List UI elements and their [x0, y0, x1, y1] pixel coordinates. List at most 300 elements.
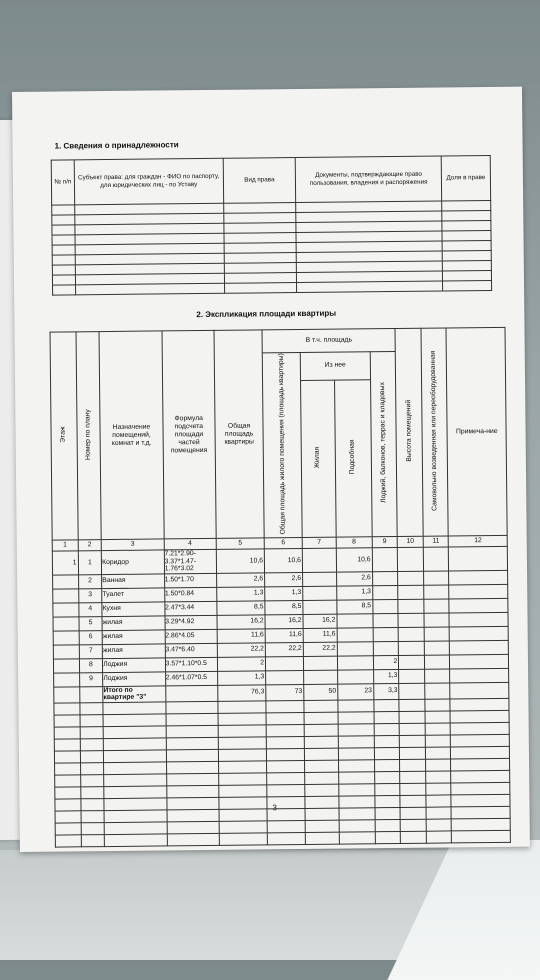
empty-cell	[451, 770, 510, 783]
empty-cell	[80, 750, 104, 762]
cell-empty	[423, 571, 449, 585]
cell-floor	[53, 575, 79, 589]
cell-living-total: 16,2	[265, 614, 303, 628]
empty-cell	[104, 798, 167, 811]
cell-empty	[423, 547, 449, 571]
empty-cell	[103, 726, 166, 739]
empty-cell	[218, 713, 266, 726]
cell-floor	[53, 645, 79, 659]
empty-cell	[167, 821, 219, 834]
cell-no: 2	[78, 574, 102, 588]
empty-cell	[374, 723, 400, 735]
cell-empty	[450, 654, 509, 669]
col-num: 12	[449, 536, 508, 548]
explication-table	[50, 327, 511, 847]
cell-aux: 2,6	[336, 571, 372, 585]
empty-cell	[400, 819, 426, 831]
empty-cell	[305, 808, 339, 820]
cell-living: 16,2	[303, 614, 337, 628]
empty-cell	[425, 699, 451, 711]
ownership-header-row	[51, 155, 490, 205]
empty-cell	[80, 726, 104, 738]
empty-cell	[218, 737, 266, 750]
cell-height	[399, 641, 425, 655]
cell-empty	[450, 626, 509, 641]
header-documents: Документы, подтверждающие право пользования, владения и распоряжения	[296, 156, 442, 203]
totals-living: 50	[304, 684, 338, 700]
empty-cell	[166, 773, 218, 786]
cell-living	[303, 656, 337, 670]
empty-cell	[166, 701, 218, 714]
empty-cell	[80, 702, 104, 714]
cell-total: 2	[217, 657, 265, 672]
cell-no: 4	[78, 602, 102, 616]
cell-no: 1	[78, 551, 102, 575]
section1-title: 1. Сведения о принадлежности	[54, 140, 179, 151]
empty-cell	[305, 772, 339, 784]
empty-cell	[54, 751, 80, 763]
col-num: 4	[164, 539, 216, 551]
cell-height	[398, 613, 424, 627]
totals-total: 76,3	[218, 685, 266, 702]
ownership-cell	[442, 210, 491, 221]
ownership-cell	[75, 283, 224, 295]
cell-living-total: 22,2	[265, 642, 303, 656]
empty-cell	[339, 795, 375, 807]
col-num: 1	[52, 540, 78, 551]
empty-cell	[267, 820, 305, 832]
empty-cell	[55, 787, 81, 799]
empty-cell	[55, 799, 81, 811]
empty-cell	[400, 783, 426, 795]
empty-cell	[338, 723, 374, 735]
cell-aux	[337, 655, 373, 669]
page-number: 3	[272, 803, 278, 813]
header-number: № п/п	[51, 160, 74, 205]
cell-total: 16,2	[217, 615, 265, 630]
cell-loggia: 2	[373, 655, 399, 669]
cell-floor	[53, 631, 79, 645]
empty-cell	[104, 774, 167, 787]
empty-cell	[266, 712, 304, 724]
cell-name: жилая	[102, 644, 165, 659]
cell-aux	[337, 627, 373, 641]
empty-cell	[374, 783, 400, 795]
empty-cell	[267, 772, 305, 784]
cell-living: 11,6	[303, 628, 337, 642]
col-num: 3	[101, 539, 164, 551]
header-notes: Примеча-ние	[446, 327, 507, 536]
empty-cell	[267, 760, 305, 772]
empty-cell	[425, 723, 451, 735]
empty-cell	[400, 759, 426, 771]
empty-cell	[219, 785, 267, 798]
cell-total: 1,3	[217, 671, 265, 686]
cell-loggia	[372, 548, 398, 572]
cell-living-total: 8,5	[265, 600, 303, 614]
header-auxiliary: Подсобная	[334, 380, 372, 538]
empty-cell	[305, 820, 339, 832]
ownership-table	[51, 155, 492, 296]
cell-loggia: 1,3	[373, 669, 399, 683]
cell-height	[398, 627, 424, 641]
ownership-cell	[52, 275, 75, 285]
cell-living	[303, 572, 337, 586]
cell-living: 22,2	[303, 642, 337, 656]
empty-cell	[55, 835, 81, 847]
empty-cell	[375, 819, 401, 831]
empty-cell	[451, 758, 510, 771]
cell-total: 1,3	[217, 587, 265, 602]
empty-cell	[339, 783, 375, 795]
col-num: 7	[302, 537, 336, 548]
header-of-which: Из нее	[300, 352, 370, 381]
empty-cell	[167, 833, 219, 846]
empty-cell	[426, 831, 452, 843]
empty-cell	[103, 702, 166, 715]
empty-cell	[426, 795, 452, 807]
cell-formula: 3.47*6.40	[165, 643, 217, 658]
ownership-cell	[442, 250, 491, 261]
empty-cell	[426, 819, 452, 831]
empty-cell	[374, 735, 400, 747]
empty-cell	[338, 711, 374, 723]
header-share: Доля в праве	[441, 155, 490, 201]
empty-cell	[167, 809, 219, 822]
ownership-cell	[297, 281, 443, 293]
empty-cell	[267, 784, 305, 796]
empty-cell	[218, 761, 266, 774]
cell-loggia	[372, 599, 398, 613]
cell-height	[399, 655, 425, 669]
cell-living	[302, 548, 336, 572]
header-floor: Этаж	[50, 332, 78, 540]
empty-cell	[425, 747, 451, 759]
explication-header-row-1	[50, 327, 505, 355]
empty-cell	[166, 737, 218, 750]
cell-formula: 2.47*3.44	[165, 601, 217, 616]
empty-cell	[339, 807, 375, 819]
cell-floor	[53, 659, 79, 673]
header-right-type: Вид права	[223, 158, 296, 204]
empty-cell	[166, 749, 218, 762]
empty-cell	[80, 762, 104, 774]
empty-cell	[426, 783, 452, 795]
empty-cell	[54, 739, 80, 751]
empty-cell	[399, 699, 425, 711]
ownership-cell	[442, 230, 491, 241]
cell-empty	[424, 641, 450, 655]
ownership-cell	[224, 283, 297, 294]
header-living: Жилая	[301, 380, 336, 538]
ownership-cell	[442, 200, 491, 211]
cell-empty	[424, 599, 450, 613]
totals-living-total: 73	[266, 684, 304, 700]
cell-loggia	[373, 627, 399, 641]
empty-cell	[451, 794, 510, 807]
empty-cell	[304, 748, 338, 760]
cell-name: Лоджия	[103, 672, 166, 687]
cell-aux: 8,5	[337, 599, 373, 613]
cell-empty	[424, 627, 450, 641]
cell-no: 3	[78, 588, 102, 602]
empty-cell	[104, 786, 167, 799]
cell-loggia	[373, 641, 399, 655]
ownership-cell	[442, 260, 491, 271]
empty-cell	[218, 725, 266, 738]
empty-cell	[338, 735, 374, 747]
explication-empty-rows	[54, 698, 510, 847]
col-num: 6	[264, 538, 302, 549]
cell-formula: 2.46*1.07*0.5	[165, 671, 217, 686]
cell-floor	[53, 617, 79, 631]
header-total-living: Общая площадь жилого помещения (площадь квартиры)	[262, 352, 302, 538]
empty-cell	[338, 747, 374, 759]
empty-cell	[374, 771, 400, 783]
cell-floor: 1	[52, 551, 78, 575]
cell-name: Кухня	[102, 602, 165, 617]
empty-cell	[219, 773, 267, 786]
cell-empty	[449, 612, 508, 627]
section2-title: 2. Экспликация площади квартиры	[196, 308, 337, 320]
empty-cell	[451, 734, 510, 747]
ownership-cell	[52, 235, 75, 245]
empty-cell	[401, 831, 427, 843]
empty-cell	[80, 774, 104, 786]
empty-cell	[400, 747, 426, 759]
empty-cell	[425, 735, 451, 747]
empty-cell	[339, 831, 375, 843]
empty-cell	[81, 822, 105, 834]
empty-cell	[54, 703, 80, 715]
empty-cell	[103, 714, 166, 727]
empty-cell	[451, 746, 510, 759]
cell-total: 22,2	[217, 643, 265, 658]
cell-empty	[450, 640, 509, 655]
header-plan-no: Номер по плану	[76, 332, 102, 540]
empty-cell	[338, 759, 374, 771]
empty-cell	[339, 819, 375, 831]
header-purpose: Назначение помещений, комнат и т.д.	[99, 331, 164, 540]
empty-cell	[304, 724, 338, 736]
header-self-built: Самовольно возведенная или переоборудованная	[421, 328, 449, 536]
cell-height	[399, 669, 425, 683]
cell-formula: 1.50*0.84	[164, 587, 216, 602]
empty-cell	[55, 763, 81, 775]
empty-cell	[167, 797, 219, 810]
document-page	[12, 87, 530, 852]
cell-floor	[53, 589, 79, 603]
cell-aux: 10,6	[336, 548, 372, 572]
ownership-cell	[443, 280, 492, 291]
cell-floor	[53, 603, 79, 617]
totals-aux: 23	[338, 683, 374, 699]
cell-empty	[449, 547, 508, 571]
empty-cell	[451, 722, 510, 735]
empty-cell	[218, 749, 266, 762]
ownership-cell	[442, 270, 491, 281]
cell-aux	[337, 613, 373, 627]
empty-cell	[305, 832, 339, 844]
cell-empty	[450, 668, 509, 683]
empty-cell	[400, 735, 426, 747]
totals-label: Итого по квартире "3"	[103, 686, 166, 703]
empty-cell	[450, 698, 509, 711]
empty-cell	[304, 712, 338, 724]
ownership-cell	[52, 265, 75, 275]
cell-formula: 7.21*2.90-3.37*1.47-1.76*3.02	[164, 550, 216, 574]
header-loggia: Лоджий, балконов, террас и кладовых	[370, 351, 398, 536]
cell-formula: 3.29*4.92	[165, 615, 217, 630]
empty-cell	[219, 797, 267, 810]
empty-cell	[305, 784, 339, 796]
cell-living	[304, 670, 338, 684]
empty-cell	[55, 811, 81, 823]
ownership-cell	[52, 245, 75, 255]
empty-cell	[375, 807, 401, 819]
explication-rows	[52, 547, 508, 687]
empty-cell	[399, 723, 425, 735]
empty-cell	[219, 821, 267, 834]
cell-height	[398, 571, 424, 585]
cell-living	[303, 600, 337, 614]
col-num: 9	[372, 537, 398, 548]
empty-cell	[80, 738, 104, 750]
empty-cell	[425, 759, 451, 771]
empty-cell	[305, 796, 339, 808]
empty-cell	[103, 738, 166, 751]
ownership-cell	[52, 205, 75, 215]
cell-aux	[337, 641, 373, 655]
cell-no: 8	[79, 658, 103, 672]
cell-height	[398, 547, 424, 571]
header-total-area: Общая площадь квартиры	[214, 330, 264, 539]
empty-cell	[55, 823, 81, 835]
empty-cell	[166, 761, 218, 774]
empty-cell	[451, 806, 510, 819]
cell-name: Лоджия	[103, 658, 166, 673]
empty-cell	[219, 809, 267, 822]
empty-cell	[374, 711, 400, 723]
empty-cell	[104, 762, 167, 775]
empty-cell	[80, 714, 104, 726]
cell-formula: 2.86*4.05	[165, 629, 217, 644]
empty-cell	[338, 771, 374, 783]
cell-no: 5	[79, 616, 103, 630]
col-num: 8	[336, 537, 372, 548]
col-num: 11	[423, 536, 449, 547]
empty-cell	[374, 747, 400, 759]
cell-total: 11,6	[217, 629, 265, 644]
cell-name: Туалет	[102, 588, 165, 603]
empty-cell	[104, 822, 167, 835]
empty-cell	[452, 818, 511, 831]
empty-cell	[81, 810, 105, 822]
cell-height	[398, 585, 424, 599]
cell-name: Коридор	[101, 550, 164, 574]
cell-loggia	[372, 571, 398, 585]
cell-formula: 3.57*1.10*0.5	[165, 657, 217, 672]
cell-name: жилая	[102, 616, 165, 631]
cell-loggia	[373, 613, 399, 627]
empty-cell	[425, 711, 451, 723]
cell-empty	[424, 613, 450, 627]
empty-cell	[266, 700, 304, 712]
empty-cell	[266, 736, 304, 748]
cell-loggia	[372, 585, 398, 599]
cell-living-total: 1,3	[265, 586, 303, 600]
cell-living-total: 11,6	[265, 628, 303, 642]
header-subject: Субъект права: для граждан - ФИО по паспорту, для юридических лиц - по Уставу	[74, 158, 223, 205]
empty-cell	[375, 831, 401, 843]
cell-empty	[449, 570, 508, 585]
empty-cell	[304, 736, 338, 748]
empty-cell	[55, 775, 81, 787]
ownership-cell	[53, 285, 76, 295]
cell-formula: 1.50*1.70	[164, 573, 216, 588]
ownership-empty-rows	[52, 200, 492, 295]
empty-cell	[81, 834, 105, 846]
empty-cell	[374, 759, 400, 771]
empty-cell	[54, 727, 80, 739]
empty-cell	[166, 713, 218, 726]
cell-floor	[54, 673, 80, 687]
empty-cell	[267, 832, 305, 844]
empty-cell	[400, 807, 426, 819]
empty-cell	[338, 699, 374, 711]
cell-living-total: 10,6	[264, 549, 302, 573]
col-num: 5	[216, 538, 264, 550]
cell-total: 10,6	[216, 549, 264, 573]
ownership-cell	[442, 240, 491, 251]
empty-cell	[400, 795, 426, 807]
header-formula: Формула подсчета площади частей помещения	[162, 330, 216, 539]
empty-cell	[375, 795, 401, 807]
empty-cell	[374, 699, 400, 711]
empty-cell	[450, 710, 509, 723]
empty-cell	[452, 830, 511, 843]
cell-aux	[337, 669, 373, 683]
header-height: Высота помещений	[395, 328, 423, 536]
cell-aux: 1,3	[336, 585, 372, 599]
cell-total: 2,6	[216, 573, 264, 588]
col-num: 2	[78, 540, 102, 551]
cell-height	[398, 599, 424, 613]
cell-empty	[449, 598, 508, 613]
empty-cell	[54, 715, 80, 727]
empty-cell	[104, 750, 167, 763]
empty-cell	[426, 771, 452, 783]
ownership-cell	[442, 220, 491, 231]
empty-cell	[218, 701, 266, 714]
ownership-cell	[52, 225, 75, 235]
cell-living-total	[266, 670, 304, 684]
empty-cell	[81, 798, 105, 810]
cell-no: 9	[79, 672, 103, 686]
cell-empty	[424, 585, 450, 599]
cell-living-total: 2,6	[265, 572, 303, 586]
empty-cell	[104, 834, 167, 847]
col-num: 10	[397, 536, 423, 547]
empty-cell	[426, 807, 452, 819]
cell-empty	[424, 655, 450, 669]
ownership-cell	[52, 255, 75, 265]
empty-cell	[166, 725, 218, 738]
cell-total: 8,5	[217, 601, 265, 616]
cell-living	[303, 586, 337, 600]
totals-loggia: 3,3	[373, 683, 399, 699]
cell-no: 6	[79, 630, 103, 644]
